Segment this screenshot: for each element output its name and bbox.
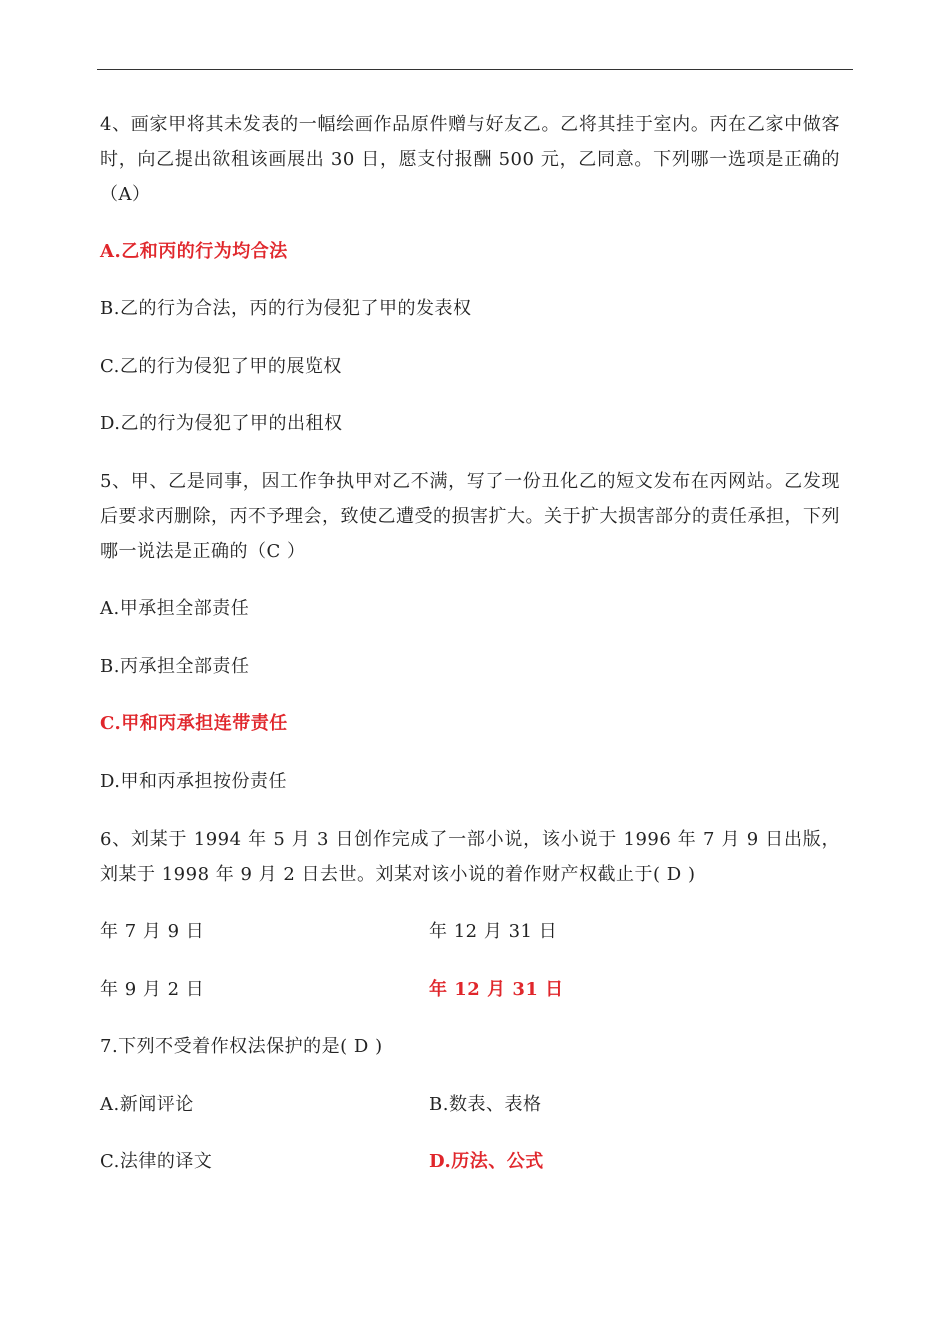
q7-option-c: C.法律的译文 xyxy=(100,1151,213,1172)
q6-option-d: 年 12 月 31 日 xyxy=(429,979,564,1000)
q6-option-c: 年 9 月 2 日 xyxy=(100,979,205,1000)
q4-option-c: C.乙的行为侵犯了甲的展览权 xyxy=(100,356,342,377)
q6-stem: 6、刘某于 1994 年 5 月 3 日创作完成了一部小说，该小说于 1996 年 7 月 9 日出版，刘某于 1998 年 9 月 2 日去世。刘某对该小说的着作财产权截止于( D ) xyxy=(100,829,840,885)
q5-option-c: C.甲和丙承担连带责任 xyxy=(100,713,288,734)
q4-option-d: D.乙的行为侵犯了甲的出租权 xyxy=(100,413,343,434)
q7-stem: 7.下列不受着作权法保护的是( D ) xyxy=(100,1036,383,1057)
header-rule xyxy=(97,69,853,70)
q5-option-d: D.甲和丙承担按份责任 xyxy=(100,771,288,792)
q7-option-b: B.数表、表格 xyxy=(429,1094,542,1115)
q7-option-d: D.历法、公式 xyxy=(429,1151,544,1172)
q5-option-b: B.丙承担全部责任 xyxy=(100,656,250,677)
q4-option-a: A.乙和丙的行为均合法 xyxy=(100,241,288,262)
q4-option-b: B.乙的行为合法，丙的行为侵犯了甲的发表权 xyxy=(100,298,472,319)
q4-stem: 4、画家甲将其未发表的一幅绘画作品原件赠与好友乙。乙将其挂于室内。丙在乙家中做客时，向乙提出欲租该画展出 30 日，愿支付报酬 500 元，乙同意。下列哪一选项是正确的（A） xyxy=(100,114,840,205)
q5-stem: 5、甲、乙是同事，因工作争执甲对乙不满，写了一份丑化乙的短文发布在丙网站。乙发现后要求丙删除，丙不予理会，致使乙遭受的损害扩大。关于扩大损害部分的责任承担，下列哪一说法是正确的（C ） xyxy=(100,471,840,562)
q7-option-a: A.新闻评论 xyxy=(100,1094,194,1115)
q5-option-a: A.甲承担全部责任 xyxy=(100,598,250,619)
q6-option-b: 年 12 月 31 日 xyxy=(429,921,558,942)
q6-option-a: 年 7 月 9 日 xyxy=(100,921,205,942)
